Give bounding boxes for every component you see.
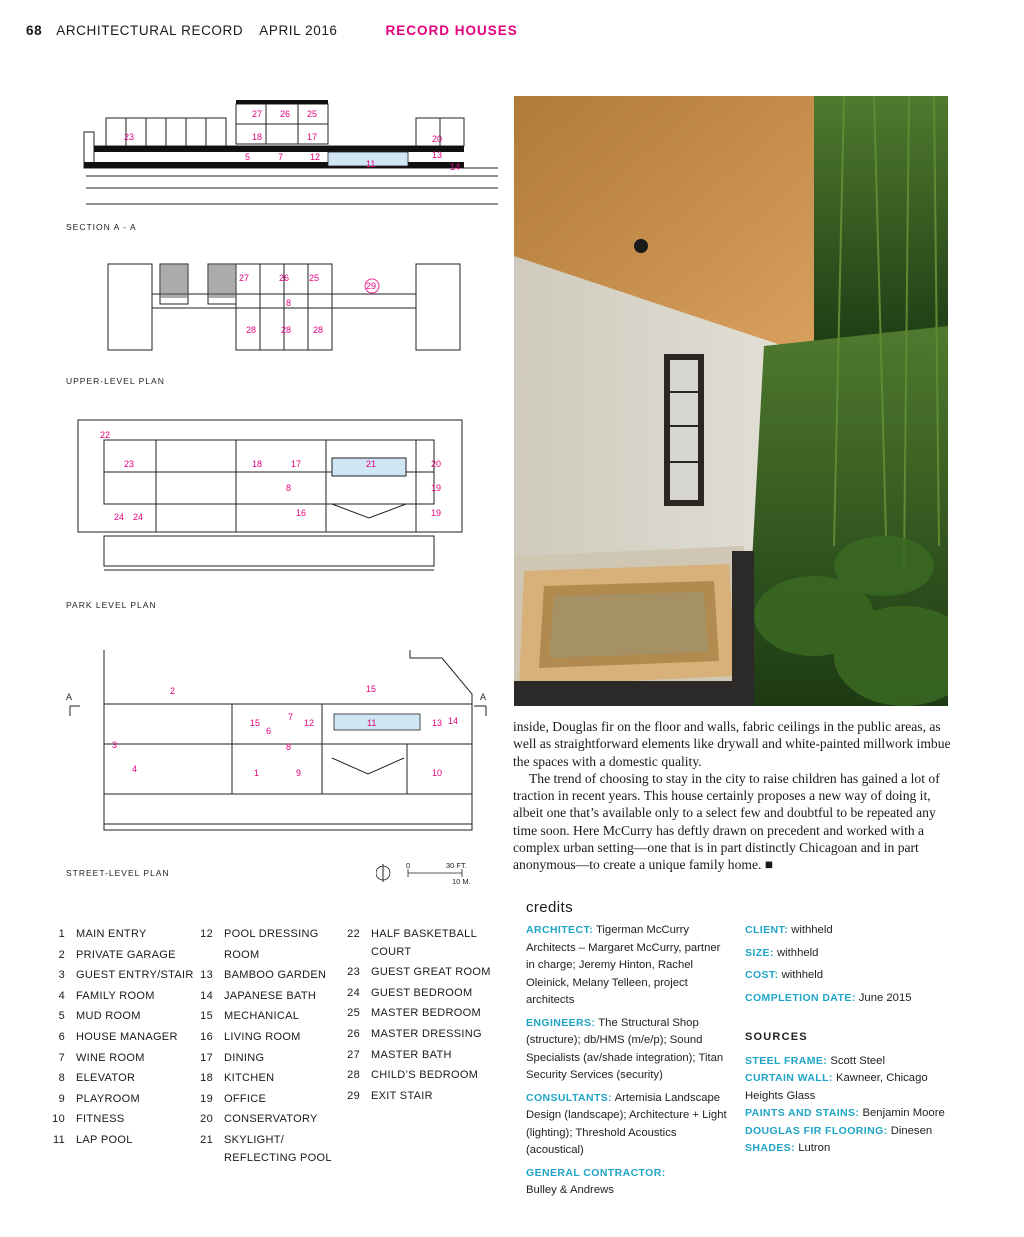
legend-label-text: POOL DRESSING ROOM <box>224 928 319 961</box>
legend-label-text: SKYLIGHT/ <box>224 1133 285 1146</box>
legend-label <box>76 965 208 986</box>
source-steel <box>745 1053 945 1071</box>
svg-text:18: 18 <box>252 132 263 142</box>
legend-label-text: GUEST BEDROOM <box>371 986 473 999</box>
legend-label <box>76 1089 208 1110</box>
svg-text:12: 12 <box>310 152 321 162</box>
legend-label <box>371 1086 503 1107</box>
legend-number: 18 <box>200 1072 213 1085</box>
source-curtain-value: Kawneer, Chicago Heights Glass <box>745 1072 928 1102</box>
legend-number: 11 <box>52 1133 65 1146</box>
caption-section: SECTION A - A <box>66 222 137 232</box>
legend-label-text: HOUSE MANAGER <box>76 1030 178 1043</box>
caption-upper: UPPER-LEVEL PLAN <box>66 376 165 386</box>
legend-label-text: WINE ROOM <box>76 1051 145 1064</box>
legend-label-text: PLAYROOM <box>76 1092 140 1105</box>
legend-label-text: FAMILY ROOM <box>76 989 155 1002</box>
legend-label <box>224 1048 356 1069</box>
legend-label <box>224 924 356 965</box>
credit-engineers-key: ENGINEERS: <box>526 1016 596 1029</box>
svg-text:28: 28 <box>281 325 292 335</box>
legend-number: 21 <box>200 1133 213 1146</box>
legend-label <box>76 1027 208 1048</box>
credit-size <box>745 945 945 963</box>
credit-gc-value: Bulley & Andrews <box>526 1184 614 1196</box>
credit-size-key: SIZE: <box>745 946 774 959</box>
svg-text:24: 24 <box>114 512 125 522</box>
bath-photo <box>514 96 948 706</box>
svg-text:15: 15 <box>366 684 377 694</box>
section-title: RECORD HOUSES <box>385 22 518 38</box>
legend-label-text: FITNESS <box>76 1113 125 1126</box>
legend-item <box>343 1003 503 1024</box>
legend-label-text: CONSERVATORY <box>224 1113 318 1126</box>
scale-feet: 30 FT. <box>446 861 467 870</box>
legend-label <box>371 1045 503 1066</box>
credit-cost-value: withheld <box>781 969 824 981</box>
legend-number: 2 <box>58 948 65 961</box>
legend-label-text: MASTER BEDROOM <box>371 1007 481 1020</box>
legend-number: 26 <box>347 1027 360 1040</box>
legend-label-text: KITCHEN <box>224 1072 275 1085</box>
legend-item <box>196 986 356 1007</box>
legend-item <box>48 1068 208 1089</box>
credit-consultants-key: CONSULTANTS: <box>526 1091 613 1104</box>
legend-label-text: EXIT STAIR <box>371 1089 433 1102</box>
page-number: 68 <box>26 22 43 38</box>
legend-label <box>224 1109 356 1130</box>
svg-text:25: 25 <box>309 273 320 283</box>
north-arrow-scale <box>376 860 476 886</box>
legend-label-text: MECHANICAL <box>224 1010 300 1023</box>
svg-text:15: 15 <box>250 718 261 728</box>
source-curtain-wall <box>745 1070 945 1105</box>
caption-park: PARK LEVEL PLAN <box>66 600 157 610</box>
source-fir-value: Dinesen <box>890 1124 933 1137</box>
svg-text:7: 7 <box>278 152 284 162</box>
svg-text:6: 6 <box>266 726 272 736</box>
source-fir-key: DOUGLAS FIR FLOORING: <box>745 1124 888 1137</box>
legend-label-text: LIVING ROOM <box>224 1030 301 1043</box>
legend-number: 3 <box>58 969 65 982</box>
credit-engineers <box>526 1015 731 1085</box>
svg-text:19: 19 <box>431 483 442 493</box>
section-marker-left: A <box>66 692 73 702</box>
svg-text:22: 22 <box>100 430 111 440</box>
legend-number: 5 <box>58 1010 65 1023</box>
legend-item <box>48 945 208 966</box>
legend-number: 9 <box>58 1092 65 1105</box>
legend-column-1 <box>48 924 208 1151</box>
svg-text:17: 17 <box>307 132 318 142</box>
credit-architect-key: ARCHITECT: <box>526 924 593 936</box>
legend-number: 14 <box>200 989 213 1002</box>
svg-text:1: 1 <box>254 768 260 778</box>
source-paints-value: Benjamin Moore <box>862 1107 945 1119</box>
legend-number: 28 <box>347 1069 360 1082</box>
credits-heading: credits <box>526 899 573 916</box>
legend-label-text: GUEST GREAT ROOM <box>371 966 491 979</box>
svg-text:24: 24 <box>133 512 144 522</box>
legend-label-text: MASTER DRESSING <box>371 1027 482 1040</box>
svg-text:20: 20 <box>432 134 443 144</box>
sources-heading: SOURCES <box>745 1031 808 1043</box>
publication-name: ARCHITECTURAL RECORD <box>56 22 244 38</box>
legend-number: 20 <box>200 1113 213 1126</box>
legend-label-text: PRIVATE GARAGE <box>76 948 176 961</box>
svg-text:23: 23 <box>124 459 135 469</box>
source-shades <box>745 1140 945 1158</box>
legend-label-text: BAMBOO GARDEN <box>224 969 327 982</box>
credit-completion-value: June 2015 <box>858 991 912 1004</box>
svg-text:28: 28 <box>313 325 324 335</box>
credit-cost-key: COST: <box>745 969 779 981</box>
credit-size-value: withheld <box>776 946 819 959</box>
legend-label-text: MUD ROOM <box>76 1010 141 1023</box>
legend-number: 15 <box>200 1010 213 1023</box>
credit-completion-key: COMPLETION DATE: <box>745 991 856 1004</box>
legend-label-text: LAP POOL <box>76 1133 133 1146</box>
legend-item <box>196 965 356 986</box>
legend-label-text: DINING <box>224 1051 265 1064</box>
svg-text:27: 27 <box>239 273 250 283</box>
svg-text:8: 8 <box>286 742 292 752</box>
legend-label <box>76 986 208 1007</box>
scale-meters: 10 M. <box>452 877 471 886</box>
article-body <box>513 718 953 874</box>
legend-number: 10 <box>52 1113 65 1126</box>
svg-text:16: 16 <box>296 508 307 518</box>
credit-completion <box>745 990 945 1008</box>
credit-consultants <box>526 1090 731 1160</box>
legend-label <box>76 1068 208 1089</box>
svg-text:13: 13 <box>432 150 443 160</box>
source-shades-key: SHADES: <box>745 1142 796 1154</box>
credit-gc-key: GENERAL CONTRACTOR: <box>526 1166 666 1179</box>
legend-item <box>343 1065 503 1086</box>
svg-text:29: 29 <box>366 281 377 291</box>
credits-column-right <box>745 922 945 1158</box>
legend-number: 22 <box>347 928 360 940</box>
legend-item <box>196 1027 356 1048</box>
svg-text:14: 14 <box>450 162 461 172</box>
credit-general-contractor <box>526 1165 731 1200</box>
credit-consultants-value: Artemisia Landscape Design (landscape); Architecture + Light (lighting); Threshold Acoustics (acoustical) <box>526 1091 727 1156</box>
svg-text:3: 3 <box>112 740 118 750</box>
legend-item <box>48 1048 208 1069</box>
body-paragraph-1: inside, Douglas fir on the floor and walls, fabric ceilings in the public areas, as well as straightforward elements like drywall and white-painted millwork imbue the spaces with a domestic quality. <box>513 719 951 769</box>
svg-text:11: 11 <box>367 718 377 728</box>
credit-cost <box>745 967 945 985</box>
legend-label-text: ELEVATOR <box>76 1072 136 1085</box>
svg-text:13: 13 <box>432 718 443 728</box>
legend-item <box>343 962 503 983</box>
bath-photo-illustration <box>514 96 948 706</box>
upper-level-plan <box>100 258 470 354</box>
source-curtain-key: CURTAIN WALL: <box>745 1072 833 1084</box>
svg-text:11: 11 <box>366 159 376 169</box>
legend-label-text: HALF BASKETBALL <box>371 928 477 940</box>
svg-text:12: 12 <box>304 718 315 728</box>
svg-text:2: 2 <box>170 686 176 696</box>
svg-text:10: 10 <box>432 768 443 778</box>
svg-text:23: 23 <box>124 132 135 142</box>
credit-engineers-value: The Structural Shop (structure); db/HMS (m/e/p); Sound Specialists (av/shade integration); Titan Security Services (security) <box>526 1016 724 1081</box>
legend-number: 12 <box>200 928 213 940</box>
legend-item <box>343 983 503 1004</box>
legend-number: 17 <box>200 1051 213 1064</box>
legend-column-2 <box>196 924 356 1168</box>
legend-label <box>224 1089 356 1110</box>
svg-text:14: 14 <box>448 716 459 726</box>
legend-label <box>224 1006 356 1027</box>
svg-text:9: 9 <box>296 768 302 778</box>
street-level-plan <box>62 644 492 840</box>
source-steel-key: STEEL FRAME: <box>745 1054 828 1067</box>
legend-label <box>76 924 208 945</box>
credits-column-left <box>526 922 731 1205</box>
legend-label <box>371 1065 503 1086</box>
legend-label <box>371 962 503 983</box>
legend-item <box>343 1086 503 1107</box>
legend-label-text: JAPANESE BATH <box>224 989 317 1002</box>
credit-architect <box>526 922 731 1010</box>
legend-number: 13 <box>200 969 213 982</box>
legend-label <box>76 1130 208 1151</box>
legend-label <box>224 965 356 986</box>
legend-item <box>48 1006 208 1027</box>
legend-label <box>371 1003 503 1024</box>
legend-column-3 <box>343 924 503 1106</box>
legend-number: 23 <box>347 966 360 979</box>
svg-text:8: 8 <box>286 483 292 493</box>
legend-number: 16 <box>200 1030 213 1043</box>
source-fir-flooring <box>745 1123 945 1141</box>
legend-label <box>76 1006 208 1027</box>
legend-item <box>196 1048 356 1069</box>
legend-label-text: MAIN ENTRY <box>76 928 147 940</box>
svg-text:20: 20 <box>431 459 442 469</box>
legend-item <box>196 1068 356 1089</box>
legend-label <box>224 986 356 1007</box>
svg-text:4: 4 <box>132 764 138 774</box>
legend-item <box>196 924 356 965</box>
svg-text:25: 25 <box>307 109 318 119</box>
legend-item <box>196 1109 356 1130</box>
legend-item <box>48 1130 208 1151</box>
svg-text:18: 18 <box>252 459 263 469</box>
svg-text:7: 7 <box>288 712 294 722</box>
credit-client-value: withheld <box>791 924 833 936</box>
legend-number: 27 <box>347 1048 360 1061</box>
source-steel-value: Scott Steel <box>830 1054 885 1067</box>
source-paints <box>745 1105 945 1123</box>
legend-label-text: GUEST ENTRY/STAIR <box>76 969 194 982</box>
credit-client <box>745 922 945 940</box>
legend-number: 19 <box>200 1092 213 1105</box>
svg-text:17: 17 <box>291 459 302 469</box>
source-shades-value: Lutron <box>798 1142 831 1154</box>
legend-item <box>48 965 208 986</box>
legend-item <box>48 1027 208 1048</box>
legend-label <box>76 1048 208 1069</box>
legend-number: 29 <box>347 1089 360 1102</box>
svg-text:28: 28 <box>246 325 257 335</box>
legend-label <box>76 945 208 966</box>
legend-item <box>196 1006 356 1027</box>
legend-number: 8 <box>58 1072 65 1085</box>
legend-item <box>48 986 208 1007</box>
section-drawing <box>66 96 506 208</box>
legend-number: 1 <box>58 928 65 940</box>
svg-text:8: 8 <box>286 298 292 308</box>
legend-label-text: MASTER BATH <box>371 1048 452 1061</box>
legend-label-continuation: REFLECTING POOL <box>224 1151 332 1164</box>
svg-text:19: 19 <box>431 508 442 518</box>
svg-text:21: 21 <box>366 459 377 469</box>
legend-item <box>343 1045 503 1066</box>
page-header <box>26 20 518 40</box>
credit-architect-value: Tigerman McCurry Architects – Margaret McCurry, partner in charge; Jeremy Hinton, Rachel Oleinick, Melany Telleen, project architects <box>526 924 721 1006</box>
svg-text:26: 26 <box>279 273 290 283</box>
legend-item <box>48 924 208 945</box>
legend-item <box>196 1089 356 1110</box>
legend-label <box>224 1027 356 1048</box>
legend-number: 24 <box>347 986 360 999</box>
legend-label <box>371 983 503 1004</box>
legend-label-continuation: COURT <box>371 945 412 958</box>
legend-label-text: OFFICE <box>224 1092 267 1105</box>
svg-text:27: 27 <box>252 109 263 119</box>
section-marker-right: A <box>480 692 487 702</box>
credit-client-key: CLIENT: <box>745 924 789 936</box>
legend-label-text: CHILD’S BEDROOM <box>371 1069 479 1082</box>
legend-item <box>48 1109 208 1130</box>
legend-number: 25 <box>347 1007 360 1020</box>
issue-date: APRIL 2016 <box>259 22 338 38</box>
source-paints-key: PAINTS AND STAINS: <box>745 1107 860 1119</box>
legend-item <box>343 1024 503 1045</box>
legend-number: 7 <box>58 1051 65 1064</box>
svg-text:26: 26 <box>280 109 291 119</box>
legend-number: 6 <box>58 1030 65 1043</box>
caption-street: STREET-LEVEL PLAN <box>66 868 170 878</box>
scale-zero: 0 <box>406 861 411 870</box>
legend-label <box>224 1068 356 1089</box>
legend-number: 4 <box>58 989 65 1002</box>
svg-text:5: 5 <box>245 152 251 162</box>
legend-item <box>48 1089 208 1110</box>
legend-label <box>76 1109 208 1130</box>
body-paragraph-2: The trend of choosing to stay in the city to raise children has gained a lot of traction in recent years. This house certainly proposes a new way of doing it, albeit one that’s available only to a select few and doubtful to be repeated any time soon. Here McCurry has deftly drawn on precedent and worked with a complex urban setting—one that is in part distinctly Chicagoan and in part anonymous—to create a unique family home. ■ <box>513 770 940 873</box>
park-level-plan <box>76 418 476 578</box>
legend-label <box>371 1024 503 1045</box>
